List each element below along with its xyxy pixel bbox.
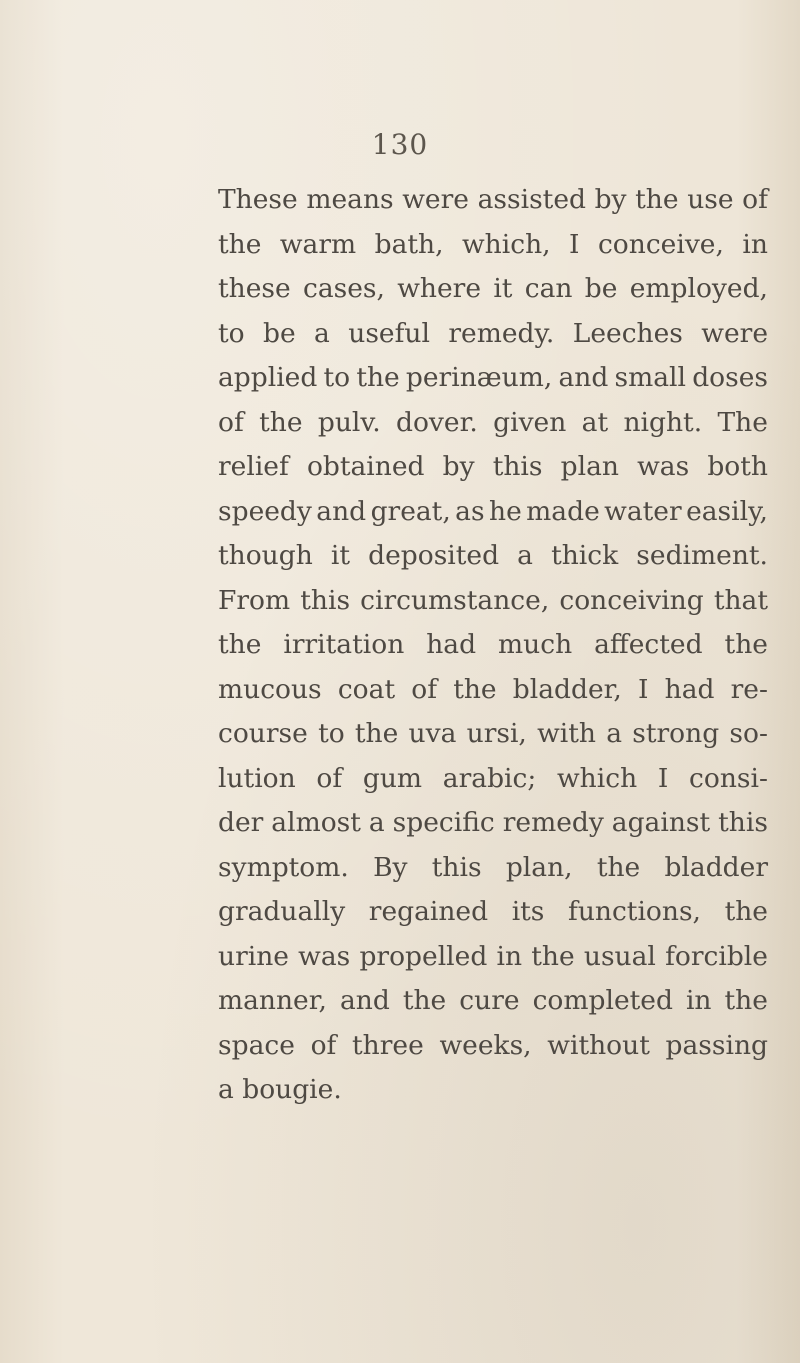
text-line [218,935,768,980]
word: usual [583,940,656,972]
word: doses [692,362,768,393]
word: and [558,362,609,393]
word: the [402,985,447,1016]
word: From [218,584,291,616]
word: which [557,762,638,794]
word: consi- [689,762,768,794]
word: both [707,451,768,482]
word: bladder, [512,673,622,705]
word: he [489,495,522,527]
word: this [492,451,543,482]
word: against [611,807,711,838]
word: that [713,584,768,616]
word: use [687,184,734,215]
text-line [218,846,768,891]
word: be [584,273,618,304]
word: der [218,807,264,838]
word: The [717,406,768,438]
word: specific [392,807,495,838]
word: the [356,362,400,393]
word: the [724,896,768,927]
word: deposited [368,540,500,571]
word: the [724,629,768,660]
word: lution [218,762,296,794]
word: conceive, [597,228,724,260]
word: remedy [502,807,604,838]
word: it [493,273,513,304]
word: propelled [359,940,488,972]
word: conceiving [559,584,704,616]
text-line [218,490,768,535]
word: to [318,718,345,749]
word: and [316,495,367,527]
text-line [218,979,768,1024]
word: by [594,184,627,215]
word: assisted [477,184,586,215]
word: sediment. [636,540,768,571]
word: urine [218,940,289,972]
word: to [218,317,245,349]
text-line [218,178,768,223]
word: these [218,273,291,304]
word: so- [729,718,768,749]
word: dover. [396,406,478,438]
word: the [724,985,768,1016]
word: be [263,317,296,349]
word: had [664,673,715,705]
word: bladder [664,851,768,883]
word: where [397,273,482,304]
word: completed [532,985,673,1016]
page-number: 130 [371,128,429,161]
word: of [742,184,768,215]
text-line [218,668,768,713]
word: a [314,317,330,349]
word: affected [594,629,703,660]
word: the [531,940,575,972]
word: easily, [686,495,768,527]
word: Leeches [572,317,683,349]
word: the [453,673,497,705]
text-line [218,312,768,357]
text-line [218,757,768,802]
word: I [657,762,669,794]
word: great, [370,495,451,527]
word: at [581,406,609,438]
word: the [354,718,399,749]
word: to [323,362,351,393]
word: warm [279,228,357,260]
word: can [524,273,573,304]
word: re- [730,673,768,705]
word: forcible [665,940,768,972]
word: speedy [218,495,312,527]
word: of [310,1029,337,1061]
body-paragraph [218,178,768,1113]
word: this [431,851,482,883]
word: applied [218,362,318,393]
word: weeks, [439,1029,532,1061]
text-line [218,445,768,490]
word: cases, [302,273,385,304]
word: By [373,851,408,883]
text-line [218,801,768,846]
word: irritation [283,629,405,660]
text-line [218,267,768,312]
word: circumstance, [360,584,550,616]
text-line [218,623,768,668]
word: I [637,673,649,705]
word: These [218,184,298,215]
word: much [498,629,573,660]
word: almost [271,807,361,838]
word: was [298,940,351,972]
word: of [218,406,244,438]
word: cure [459,985,520,1016]
word: the [635,184,679,215]
word: useful [348,317,430,349]
word: given [493,406,567,438]
word: regained [368,896,489,927]
word: course [218,718,308,749]
word: by [442,451,475,482]
word: arabic; [442,762,537,794]
word: remedy. [448,317,555,349]
word: plan [560,451,619,482]
text-line [218,890,768,935]
text-line [218,579,768,624]
word: water [604,495,682,527]
word: of [411,673,438,705]
word: passing [665,1029,768,1061]
text-line [218,712,768,757]
word: space [218,1029,295,1061]
word: obtained [306,451,425,482]
text-line [218,534,768,579]
word: though [218,540,313,571]
word: gum [362,762,423,794]
word: in [496,940,523,972]
word: bath, [374,228,444,260]
word: coat [337,673,396,705]
word: relief [218,451,289,482]
word: means [306,184,394,215]
word: the [596,851,641,883]
word: and [339,985,390,1016]
word: I [569,228,580,260]
word: small [614,362,686,393]
word: with [537,718,596,749]
word: thick [551,540,619,571]
word: night. [623,406,703,438]
text-line [218,401,768,446]
word: had [426,629,477,660]
word: the [259,406,303,438]
word: was [637,451,690,482]
word: this [300,584,351,616]
word: employed, [629,273,768,304]
word: pulv. [317,406,381,438]
word: the [218,629,262,660]
word: symptom. [218,851,349,883]
word: uva [408,718,457,749]
word: this [718,807,768,838]
word: three [352,1029,424,1061]
word: a [218,1074,243,1105]
text-line [218,223,768,268]
word: manner, [218,985,327,1016]
word: made [526,495,600,527]
word: a [368,807,385,838]
word: in [685,985,712,1016]
word: it [330,540,351,571]
word: a [606,718,623,749]
word: without [547,1029,650,1061]
word: were [701,317,768,349]
word: were [402,184,469,215]
word: gradually [218,896,346,927]
word: mucous [218,673,322,705]
word: perinæum, [405,362,553,393]
word: bougie. [242,1074,342,1105]
word: plan, [505,851,573,883]
word: a [517,540,533,571]
word: of [316,762,343,794]
word: as [455,495,485,527]
text-line [218,1024,768,1069]
word: ursi, [466,718,527,749]
word: the [218,228,262,260]
word: strong [632,718,720,749]
word: which, [462,228,551,260]
text-line [218,356,768,401]
word: its [511,896,545,927]
text-line [218,1068,768,1113]
word: functions, [568,896,701,927]
word: in [742,228,768,260]
